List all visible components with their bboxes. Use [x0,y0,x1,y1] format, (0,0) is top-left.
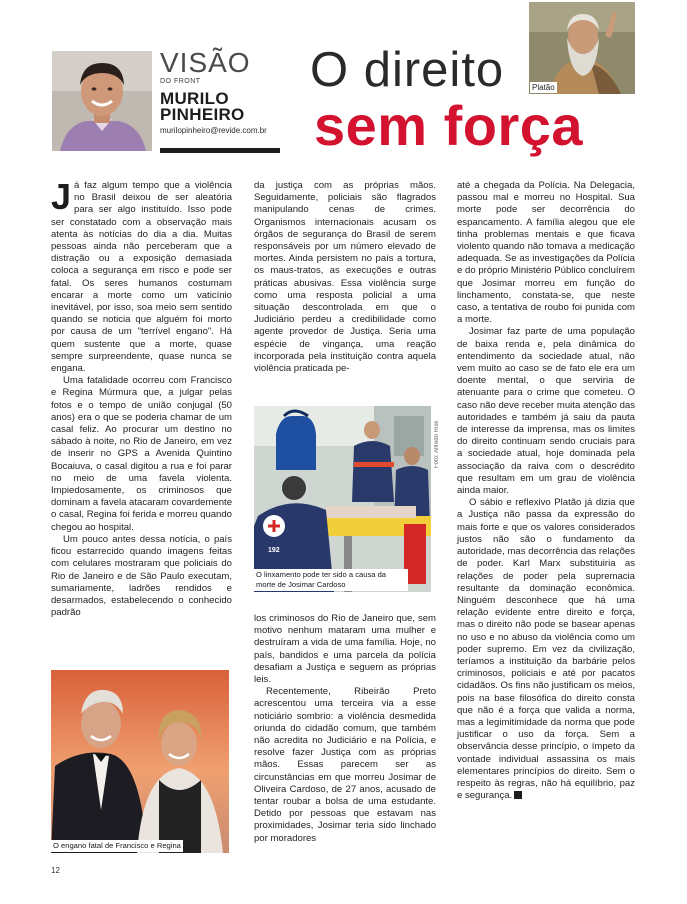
paragraph-text: O sábio e reflexivo Platão já dizia que a Justiça não passa da expressão do mais forte e que os valores considerados justos não são o fundamento da autoridade, mas decorrência das relações de poder. Karl Marx substituiria as relações de poder pela supremacia resultante da dominação econômica. Ninguém desconhece que há uma relação evidente entre direito e força, mas o direito não pode se basear apenas no uso e no abuso da violência como um poder supremo. Em vez da civilização, teríamos a instituição da barbárie pelos criminosos, policiais e até por pacatos cidadãos. Os fins não justificam os meios, pois na base filosófica do direito consta que não é a força que valida a norma, mas a legimitimidade da norma que pode justificar o uso da força. Sem a observância desse princípio, o ímpeto da vontade individual assassina os mais elementares princípios do direito. Sem o respeito às regras, não há equilíbrio, paz e segurança. [457,497,635,802]
ambulance-badge: 192 [268,547,280,554]
paragraph: los criminosos do Rio de Janeiro que, sem motivo nenhum mataram uma mulher e destruíram a vida de uma família. Hoje, no país, bandidos e uma parcela da polícia desafiam a Justiça e seguem as próprias leis. [254,613,436,686]
couple-caption: O engano fatal de Francisco e Regina [53,841,181,850]
plato-illustration [529,2,635,94]
author-email[interactable]: murilopinheiro@revide.com.br [160,126,267,135]
headline-line-1: O direito [310,43,505,97]
header-rule [160,148,280,153]
paragraph: da justiça com as próprias mãos. Seguidamente, policiais são flagrados manipulando cenas de crimes. Organismos internacionais acusam os órgãos de segurança do Brasil de serem responsáveis por um número elevado de mortes. Ainda persistem no país a tortura, os maus-tratos, as execuções e outras práticas abusivas. Essa violência surge como uma resposta policial a uma situação descontrolada em que o Judiciário perdeu a credibilidade como agente provedor de Justiça. Seria uma espécie de vingança, uma reação incorporada pela instituição contra aquela violência praticada pe- [254,180,436,375]
plato-caption: Platão [532,83,555,92]
paragraph: Uma fatalidade ocorreu com Francisco e Regina Múrmura que, a julgar pelas fotos e o tempo de união conjugal (50 anos) era o que se poderia chamar de um casal feliz. Ao procurar um destino no sábado à noite, no Rio de Janeiro, em vez de inserir no GPS a Avenida Quintino Bocaiuva, o casal digitou a rua e foi parar no meio de uma favela violenta. Impiedosamente, os criminosos que dominam a favela atacaram covardemente o casal, Regina foi ferida e morreu quando chegou ao hospital. [51,375,232,533]
paragraph [457,497,635,802]
article-column-3 [457,180,635,802]
article-column-2-bottom [254,613,436,845]
article-column-1 [51,176,232,619]
photo-credit: Foto: Alfredo Risk [434,420,440,468]
ambulance-photo [254,406,431,592]
page-number: 12 [51,866,60,875]
paragraph [51,176,232,375]
paragraph: Recentemente, Ribeirão Preto acrescentou uma terceira via a esse noticiário sombrio: a violência desmedida oriunda do cidadão comum, que também não acredita no Judiciário e na Polícia, e resolve fazer Justiça com as próprias mãos. Essas parecem ser as circunstâncias em que morreu Josimar de Oliveira Cardoso, de 27 anos, acusado de tentar roubar a bolsa de uma estudante. Detido por pessoas que estavam nas proximidades, Josimar teria sido linchado por moradores [254,686,436,844]
headline-line-2: sem força [314,94,584,157]
paragraph: até a chegada da Polícia. Na Delegacia, passou mal e morreu no Hospital. Sua morte pode ser decorrência do espancamento. A família alegou que ele tinha problemas mentais e que ficava violento quando não tomava a medicação adequada. Se as investigações da Polícia e do próprio Ministério Público concluírem que Josimar morreu em função do linchamento, constata-se, que neste caso, a tentativa de roubo foi punida com a morte. [457,180,635,326]
end-mark-icon [514,791,522,799]
article-column-2-top [254,180,436,375]
couple-photo [51,670,229,853]
column-sublabel: DO FRONT [160,78,201,85]
column-label: VISÃO [160,47,251,78]
paragraph: Um pouco antes dessa notícia, o país ficou estarrecido quando imagens feitas com celulares mostraram que policiais do Rio de Janeiro e de São Paulo executam, sumariamente, ladrões rendidos e desarmados, estabelecendo o conhecido padrão [51,533,232,619]
author-photo [52,51,152,151]
ambulance-caption: O linxamento pode ter sido a causa da morte de Josimar Cardoso [254,569,408,591]
paragraph-text: á faz algum tempo que a violência no Brasil deixou de ser aleatória para ser algo instituído. Isso pode ser constatado com a observação mais atenta às notícias do dia a dia. Muitas pessoas ainda não perceberam que a distração ou a exposição demasiada coloca a segurança em risco e pode ser fatal. Os seres humanos costumam encarar a morte como um vaticínio inevitável, por isso, soa meio sem sentido quando se noticia que alguém foi morto por causa de um "terrível engano". Há quem sustente que a morte, quase sempre surpreendente, quase nunca se engana. [51,180,232,375]
author-name: MURILO PINHEIRO [160,89,245,124]
drop-cap: J [51,176,72,217]
paragraph: Josimar faz parte de uma população de baixa renda e, pela dinâmica do entendimento da sociedade atual, não vem muito ao caso se de fato ele era um doente mental, o que serviria de atenuante para o crime que cometeu. O caso não deve receber muita atenção das autoridades e também já saiu da pauta de interesse da imprensa, mas os limites do direito continuam sendo cruciais para a sociedade atual, hoje dominada pela associação da raiva com o descrédito que resultam em um grau de violência ainda maior. [457,326,635,497]
